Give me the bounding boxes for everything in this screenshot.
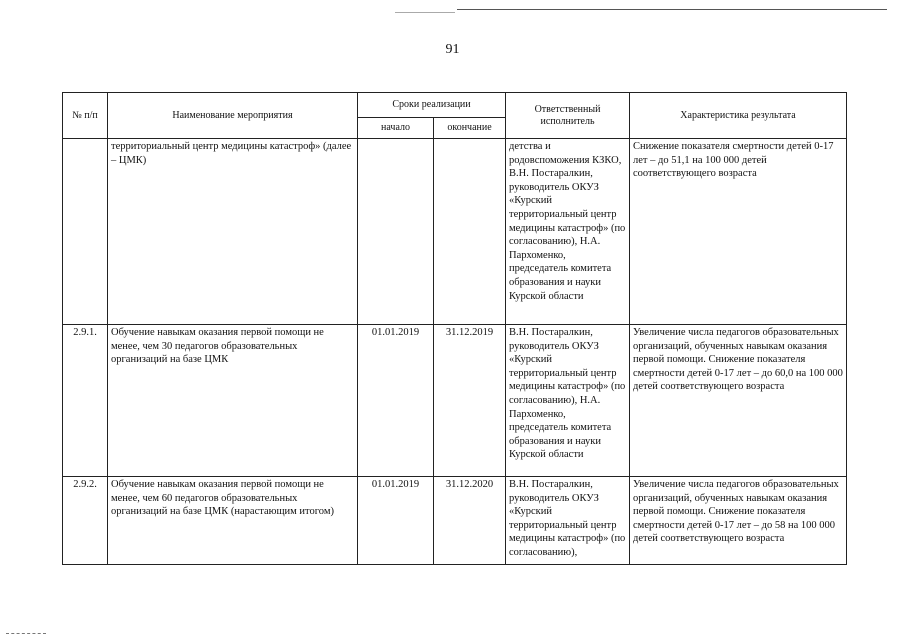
row-result: Увеличение числа педагогов образовательных организаций, обученных навыкам оказания первой помощи. Снижение показателя смертности детей 0-17 лет – до 58 на 100 000 детей соответствующего возраста <box>630 477 847 565</box>
row-start <box>358 139 434 325</box>
row-responsible: В.Н. Постаралкин, руководитель ОКУЗ «Курский территориальный центр медицины катастроф» (по согласованию), <box>506 477 630 565</box>
table-header-row <box>63 93 847 118</box>
row-start: 01.01.2019 <box>358 477 434 565</box>
footer-mark <box>6 633 46 634</box>
table-row <box>63 325 847 477</box>
row-name: территориальный центр медицины катастроф» (далее – ЦМК) <box>108 139 358 325</box>
header-result: Характеристика результата <box>630 93 847 139</box>
row-responsible: В.Н. Постаралкин, руководитель ОКУЗ «Курский территориальный центр медицины катастроф» (по согласованию), Н.А. Пархоменко, председатель комитета образования и науки Курской области <box>506 325 630 477</box>
page-number: 91 <box>445 42 460 57</box>
header-name: Наименование мероприятия <box>108 93 358 139</box>
row-end: 31.12.2020 <box>434 477 506 565</box>
header-rule <box>457 9 887 10</box>
row-end <box>434 139 506 325</box>
row-responsible: детства и родовспоможения КЗКО, В.Н. Постаралкин, руководитель ОКУЗ «Курский территориальный центр медицины катастроф» (по согласованию), Н.А. Пархоменко, председатель комитета образования и науки Курской области <box>506 139 630 325</box>
table-row <box>63 477 847 565</box>
row-num: 2.9.1. <box>63 325 108 477</box>
header-period: Сроки реализации <box>358 93 506 118</box>
header-start: начало <box>358 118 434 139</box>
header-num: № п/п <box>63 93 108 139</box>
row-end: 31.12.2019 <box>434 325 506 477</box>
row-num <box>63 139 108 325</box>
row-name: Обучение навыкам оказания первой помощи не менее, чем 60 педагогов образовательных организаций на базе ЦМК (нарастающим итогом) <box>108 477 358 565</box>
measures-table <box>62 92 847 565</box>
row-start: 01.01.2019 <box>358 325 434 477</box>
header-rule-short <box>395 12 455 13</box>
row-result: Снижение показателя смертности детей 0-17 лет – до 51,1 на 100 000 детей соответствующего возраста <box>630 139 847 325</box>
table-row <box>63 139 847 325</box>
header-end: окончание <box>434 118 506 139</box>
header-responsible: Ответственный исполнитель <box>506 93 630 139</box>
row-num: 2.9.2. <box>63 477 108 565</box>
row-name: Обучение навыкам оказания первой помощи не менее, чем 30 педагогов образовательных организаций на базе ЦМК <box>108 325 358 477</box>
row-result: Увеличение числа педагогов образовательных организаций, обученных навыкам оказания первой помощи. Снижение показателя смертности детей 0-17 лет – до 60,0 на 100 000 детей соответствующего возраста <box>630 325 847 477</box>
